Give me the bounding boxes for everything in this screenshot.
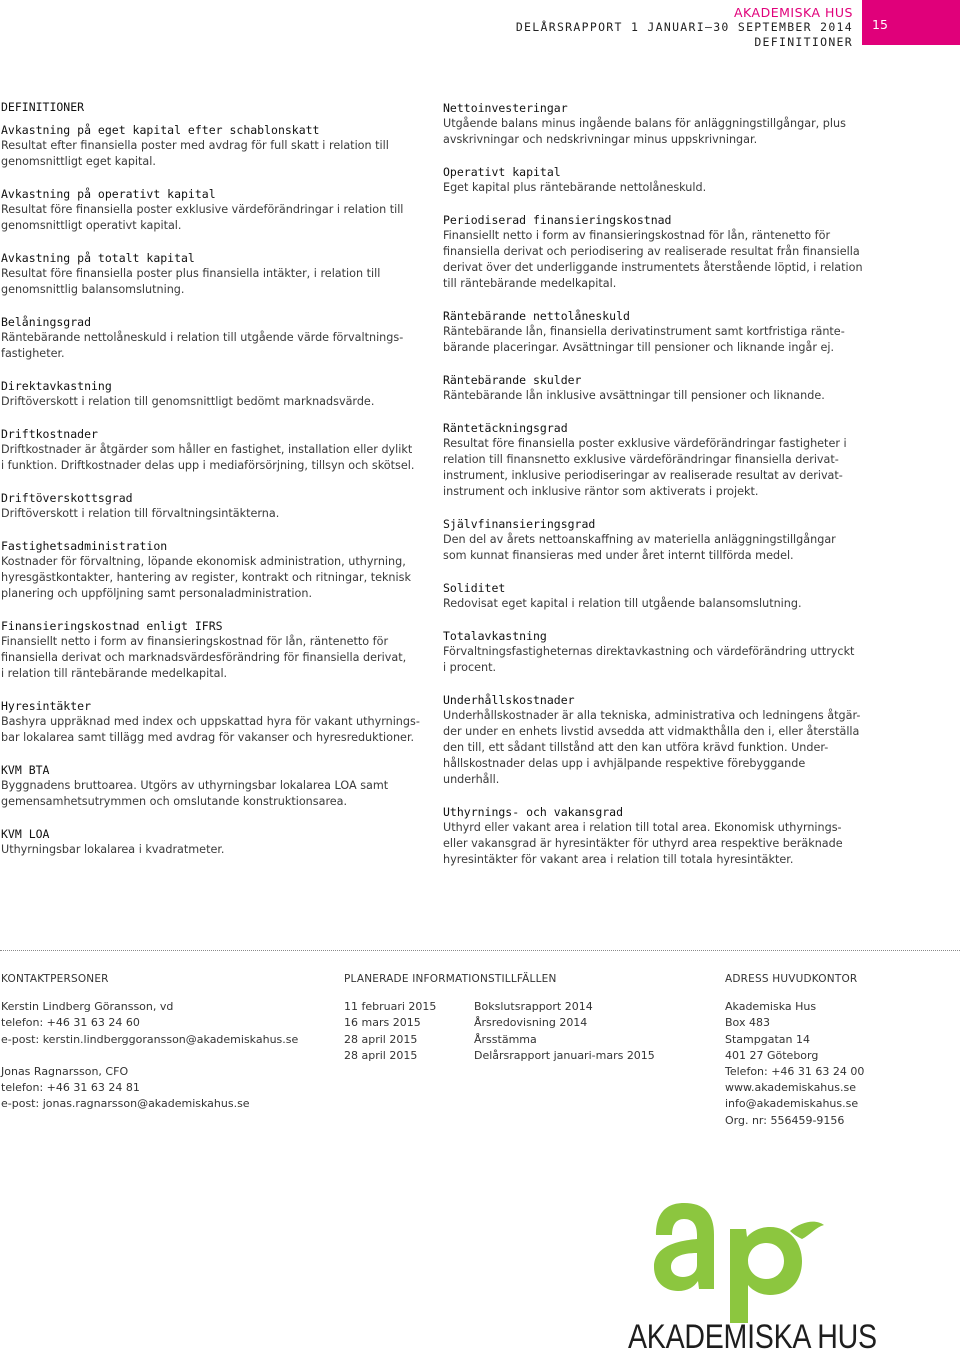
definition-text: Utgående balans minus ingående balans för anläggningstillgångar, plus avskrivningar och nedskrivningar minus uppskrivningar. <box>443 117 846 146</box>
definition-entry <box>443 628 863 676</box>
definition-text: Uthyrd eller vakant area i relation till total area. Ekonomisk uthyrnings- eller vakansgrad är hyresintäkter för uthyrd area respektive beräknade hyresintäkter för vakant area i relation till totala hyresintäkter. <box>443 821 843 866</box>
definition-entry <box>443 212 863 292</box>
definition-term: Räntebärande skulder <box>443 373 582 387</box>
definition-entry <box>1 490 421 522</box>
definition-term: Fastighetsadministration <box>1 539 168 553</box>
right-column <box>443 100 863 884</box>
contact-name: Kerstin Lindberg Göransson, vd <box>1 1000 174 1014</box>
contact-email[interactable]: e-post: kerstin.lindberggoransson@akademiskahus.se <box>1 1032 299 1046</box>
event-date: 28 april 2015 <box>344 1048 418 1062</box>
definition-term: Uthyrnings- och vakansgrad <box>443 805 624 819</box>
definition-text: Räntebärande lån, finansiella derivatinstrument samt kortfristiga ränte- bärande placeringar. Avsättningar till pensioner och liknande ingår ej. <box>443 325 845 354</box>
address-box: Box 483 <box>725 1016 770 1030</box>
definition-entry <box>1 426 421 474</box>
definition-term: Driftöverskottsgrad <box>1 491 133 505</box>
definition-entry <box>443 164 863 196</box>
page-header <box>253 5 853 50</box>
definition-entry <box>443 308 863 356</box>
definition-term: Operativt kapital <box>443 165 561 179</box>
definition-term: Hyresintäkter <box>1 699 92 713</box>
definition-text: Kostnader för förvaltning, löpande ekonomisk administration, uthyrning, hyresgästkontakter, hantering av register, kontrakt och ritningar, teknisk planering och uppföljning samt personaladministration. <box>1 555 411 600</box>
definition-text: Eget kapital plus räntebärande nettolåneskuld. <box>443 181 707 194</box>
definition-text: Finansiellt netto i form av finansieringskostnad för lån, räntenetto för finansiella derivat och marknadsvärdesförändring för finansiella derivat, i relation till räntebärande medelkapital. <box>1 635 407 680</box>
definition-text: Resultat före finansiella poster plus finansiella intäkter, i relation till genomsnittlig balansomslutning. <box>1 267 381 296</box>
header-report-title: DELÅRSRAPPORT 1 JANUARI–30 SEPTEMBER 2014 <box>515 20 853 34</box>
footer-divider <box>0 950 960 951</box>
event-date: 28 april 2015 <box>344 1032 418 1046</box>
definition-text: Driftöverskott i relation till genomsnittligt bedömt marknadsvärde. <box>1 395 375 408</box>
definition-term: Avkastning på operativt kapital <box>1 187 216 201</box>
event-row <box>344 1015 694 1031</box>
contact-name: Jonas Ragnarsson, CFO <box>1 1064 129 1078</box>
definition-term: Finansieringskostnad enligt IFRS <box>1 619 223 633</box>
definition-entry <box>1 762 421 810</box>
event-date: 16 mars 2015 <box>344 1016 421 1030</box>
logo-text: AKADEMISKA HUS <box>628 1318 877 1356</box>
definition-entry <box>443 804 863 868</box>
definition-term: Räntetäckningsgrad <box>443 421 568 435</box>
event-row <box>344 1032 694 1048</box>
event-date: 11 februari 2015 <box>344 1000 437 1014</box>
address-phone: Telefon: +46 31 63 24 00 <box>725 1065 865 1079</box>
definition-term: Räntebärande nettolåneskuld <box>443 309 630 323</box>
address-heading: ADRESS HUVUDKONTOR <box>725 973 858 985</box>
contacts-heading: KONTAKTPERSONER <box>1 973 109 985</box>
definition-term: KVM LOA <box>1 827 50 841</box>
definition-entry <box>1 698 421 746</box>
event-row <box>344 1048 694 1064</box>
section-title: DEFINITIONER <box>1 100 85 114</box>
definition-text: Byggnadens bruttoarea. Utgörs av uthyrningsbar lokalarea LOA samt gemensamhetsutrymmen och omslutande konstruktionsarea. <box>1 779 389 808</box>
definition-term: Självfinansieringsgrad <box>443 517 596 531</box>
definition-term: Totalavkastning <box>443 629 547 643</box>
address-org-number: Org. nr: 556459-9156 <box>725 1113 845 1127</box>
definition-term: Driftkostnader <box>1 427 98 441</box>
definition-entry <box>443 100 863 148</box>
definition-term: Avkastning på totalt kapital <box>1 251 195 265</box>
contact-phone: telefon: +46 31 63 24 81 <box>1 1081 140 1095</box>
contact-phone: telefon: +46 31 63 24 60 <box>1 1016 140 1030</box>
event-row <box>344 999 694 1015</box>
definition-text: Bashyra uppräknad med index och uppskattad hyra för vakant uthyrnings- bar lokalarea samt tillägg med avdrag för vakanser och hyresreduktioner. <box>1 715 420 744</box>
address-company: Akademiska Hus <box>725 1000 817 1014</box>
footer-contacts <box>1 971 321 1112</box>
definition-text: Räntebärande nettolåneskuld i relation till utgående värde förvaltnings- fastigheter. <box>1 331 404 360</box>
event-name: Bokslutsrapport 2014 <box>474 1000 593 1014</box>
definition-text: Driftkostnader är åtgärder som håller en fastighet, installation eller dylikt i funktion. Driftkostnader delas upp i mediaförsörjning, tillsyn och skötsel. <box>1 443 415 472</box>
footer-address <box>725 971 955 1129</box>
definition-term: Periodiserad finansieringskostnad <box>443 213 672 227</box>
definition-term: Underhållskostnader <box>443 693 575 707</box>
definition-term: Direktavkastning <box>1 379 112 393</box>
definition-term: Nettoinvesteringar <box>443 101 568 115</box>
definition-term: Soliditet <box>443 581 506 595</box>
definition-entry <box>1 538 421 602</box>
definition-term: KVM BTA <box>1 763 50 777</box>
address-email[interactable]: info@akademiskahus.se <box>725 1097 859 1111</box>
address-city: 401 27 Göteborg <box>725 1048 819 1062</box>
page-number-box <box>862 0 960 45</box>
definition-entry <box>443 420 863 500</box>
contact-email[interactable]: e-post: jonas.ragnarsson@akademiskahus.se <box>1 1097 250 1111</box>
definition-text: Förvaltningsfastigheternas direktavkastning och värdeförändring uttryckt i procent. <box>443 645 855 674</box>
definition-text: Resultat före finansiella poster exklusive värdeförändringar fastigheter i relation till finansnetto exklusive värdeförändringar finansiella derivat- instrument, inklusive periodiseringar av realiserade resultat av derivat- instrument och inklusive räntor som aktiverats i projekt. <box>443 437 847 498</box>
definition-entry <box>443 580 863 612</box>
left-column <box>1 100 421 874</box>
definition-text: Resultat efter finansiella poster med avdrag för full skatt i relation till genomsnittligt eget kapital. <box>1 139 389 168</box>
event-name: Delårsrapport januari-mars 2015 <box>474 1048 655 1062</box>
definition-text: Uthyrningsbar lokalarea i kvadratmeter. <box>1 843 225 856</box>
definition-term: Avkastning på eget kapital efter schablonskatt <box>1 123 320 137</box>
events-heading: PLANERADE INFORMATIONSTILLFÄLLEN <box>344 973 557 985</box>
header-company: AKADEMISKA HUS <box>734 5 853 20</box>
definition-term: Belåningsgrad <box>1 315 92 329</box>
definition-text: Underhållskostnader är alla tekniska, administrativa och ledningens åtgär- der under en enhets livstid avsedda att vidmakthålla den i, eller återställa den till, ett sådant tillstånd att den kan utföra krävd funktion. Under- hållskostnader delas upp i avhjälpande respektive förebyggande underhåll. <box>443 709 861 786</box>
definition-entry <box>1 122 421 170</box>
definition-text: Redovisat eget kapital i relation till utgående balansomslutning. <box>443 597 802 610</box>
definition-text: Den del av årets nettoanskaffning av materiella anläggningstillgångar som kunnat finansieras med under året internt tillförda medel. <box>443 533 836 562</box>
address-website[interactable]: www.akademiskahus.se <box>725 1081 856 1095</box>
footer-events <box>344 971 694 1064</box>
definition-text: Räntebärande lån inklusive avsättningar till pensioner och liknande. <box>443 389 825 402</box>
definition-entry <box>1 826 421 858</box>
definition-entry <box>1 618 421 682</box>
definition-entry <box>1 250 421 298</box>
definition-text: Driftöverskott i relation till förvaltningsintäkterna. <box>1 507 280 520</box>
event-name: Årsredovisning 2014 <box>474 1016 588 1030</box>
definition-entry <box>443 692 863 788</box>
definition-entry <box>443 516 863 564</box>
header-section: DEFINITIONER <box>754 35 853 49</box>
definition-entry <box>1 186 421 234</box>
definition-text: Finansiellt netto i form av finansieringskostnad för lån, räntenetto för finansiella derivat och periodisering av realiserade resultat från finansiella derivat över det underliggande instrumentets återstående löptid, i relation till räntebärande medelkapital. <box>443 229 863 290</box>
definition-entry <box>443 372 863 404</box>
definition-entry <box>1 378 421 410</box>
definition-text: Resultat före finansiella poster exklusive värdeförändringar i relation till genomsnittligt operativt kapital. <box>1 203 404 232</box>
definition-entry <box>1 314 421 362</box>
address-street: Stampgatan 14 <box>725 1032 810 1046</box>
page-number: 15 <box>872 17 888 32</box>
event-name: Årsstämma <box>474 1032 537 1046</box>
